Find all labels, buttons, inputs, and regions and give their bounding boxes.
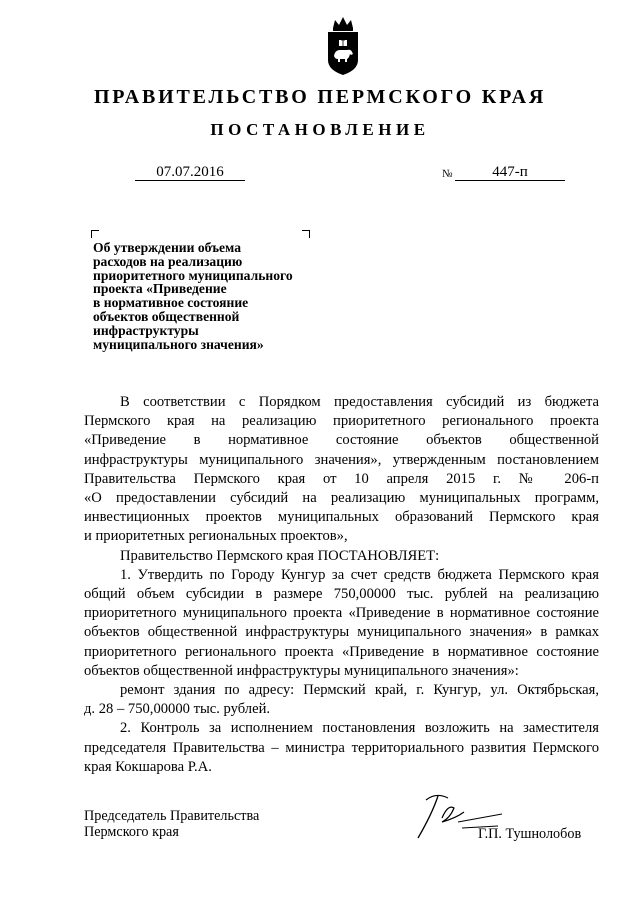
body-line: В соответствии с Порядком предоставления субсидий из бюджета	[120, 394, 599, 410]
body-line: и приоритетных региональных проектов»,	[84, 528, 348, 545]
subject-line: в нормативное состояние	[93, 295, 249, 311]
subject-line: расходов на реализацию	[93, 253, 243, 269]
body-line: приоритетного регионального проекта «Приведение в нормативное состояние	[84, 643, 599, 660]
government-title: ПРАВИТЕЛЬСТВО ПЕРМСКОГО КРАЯ	[93, 86, 547, 108]
number-sign: №	[442, 168, 453, 180]
subject-corner-right	[302, 230, 310, 238]
subject-corner-left	[91, 230, 99, 238]
body-line: «О предоставлении субсидий на реализацию муниципальных программ,	[84, 490, 599, 507]
signatory-position	[84, 809, 259, 840]
coat-of-arms-emblem	[325, 14, 361, 76]
document-type: ПОСТАНОВЛЕНИЕ	[210, 120, 430, 139]
item-2-paragraph	[84, 719, 599, 777]
signatory-name: Г.П. Тушнолобов	[478, 826, 582, 842]
subject-line: муниципального значения»	[93, 336, 264, 352]
body-line: д. 28 – 750,00000 тыс. рублей.	[84, 701, 271, 718]
position-line: Председатель Правительства	[84, 808, 260, 824]
subject-line: приоритетного муниципального	[93, 267, 293, 283]
body-line: 1. Утвердить по Городу Кунгур за счет средств бюджета Пермского края	[120, 566, 599, 583]
body-line: объектов общественной инфраструктуры муниципального значения» в рамках	[84, 624, 599, 641]
body-line: общий объем субсидии в размере 750,00000 тыс. рублей на реализацию	[84, 586, 599, 603]
subject-line: инфраструктуры	[93, 322, 199, 338]
position-line: Пермского края	[84, 823, 179, 840]
subject-line: Об утверждении объема	[93, 240, 242, 255]
document-body	[84, 393, 599, 777]
document-number: 447-п	[455, 164, 565, 181]
item-1-paragraph	[84, 566, 599, 681]
document-subject	[93, 241, 323, 351]
document-date: 07.07.2016	[135, 164, 245, 181]
body-line: Правительства Пермского края от 10 апреля 2015 г. № 206-п	[84, 470, 599, 487]
body-line: инвестиционных проектов муниципальных образований Пермского края	[84, 509, 599, 526]
body-line: «Приведение в нормативное состояние объектов общественной	[84, 432, 599, 449]
body-line: приоритетного муниципального проекта «Приведение в нормативное состояние	[84, 605, 599, 622]
decree-line: Правительство Пермского края ПОСТАНОВЛЯЕТ:	[120, 547, 440, 564]
repair-paragraph	[84, 681, 599, 719]
body-line: инфраструктуры муниципального значения», утвержденным постановлением	[84, 451, 599, 468]
subject-line: объектов общественной	[93, 308, 240, 324]
body-line: объектов общественной инфраструктуры муниципального значения»:	[84, 662, 519, 679]
body-line: председателя Правительства – министра территориального развития Пермского	[84, 739, 599, 756]
body-line: ремонт здания по адресу: Пермский край, г. Кунгур, ул. Октябрьская,	[120, 682, 599, 699]
subject-line: проекта «Приведение	[93, 281, 227, 297]
body-line: Пермского края на реализацию приоритетного регионального проекта	[84, 413, 599, 430]
body-line: 2. Контроль за исполнением постановления возложить на заместителя	[120, 720, 599, 737]
body-line: края Кокшарова Р.А.	[84, 758, 212, 775]
intro-paragraph	[84, 393, 599, 547]
